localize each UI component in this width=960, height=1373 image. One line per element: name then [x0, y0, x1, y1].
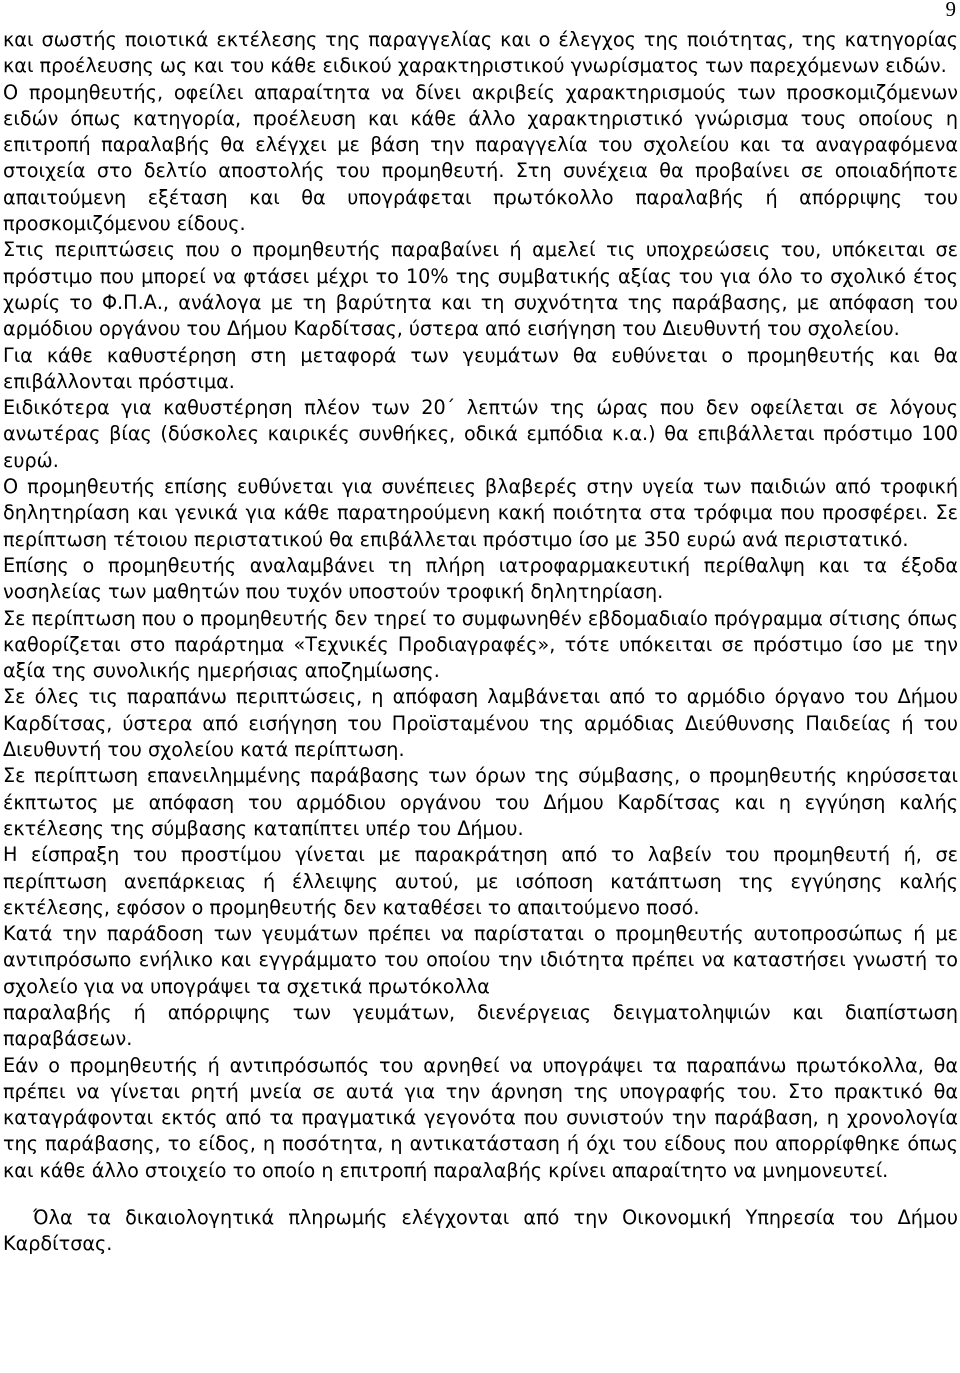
paragraph: Στις περιπτώσεις που ο προμηθευτής παραβαίνει ή αμελεί τις υποχρεώσεις του, υπόκειται σε πρόστιμο που μπορεί να φτάσει μέχρι το 10% της συμβατικής αξίας του για όλο το σχολικό έτος χωρίς το Φ.Π.Α., ανάλογα με τη βαρύτητα και τη συχνότητα της παράβασης, με απόφαση του αρμόδιου οργάνου του Δήμου Καρδίτσας, ύστερα από εισήγηση του Διευθυντή του σχολείου. — [3, 238, 958, 341]
paragraph: Ο προμηθευτής επίσης ευθύνεται για συνέπειες βλαβερές στην υγεία των παιδιών από τροφική δηλητηρίαση και γενικά για κάθε παρατηρούμενη κακή ποιότητα στα τρόφιμα που προσφέρει. Σε περίπτωση τέτοιου περιστατικού θα επιβάλλεται πρόστιμο ίσο με 350 ευρώ ανά περιστατικό. — [3, 475, 958, 551]
paragraph: Κατά την παράδοση των γευμάτων πρέπει να παρίσταται ο προμηθευτής αυτοπροσώπως ή με αντιπρόσωπο ενήλικο και εγγράμματο του οποίου την ιδιότητα πρέπει να καταστήσει γνωστή το σχολείο για να υπογράψει τα σχετικά πρωτόκολλα — [3, 922, 958, 998]
paragraph: Σε περίπτωση επανειλημμένης παράβασης των όρων της σύμβασης, ο προμηθευτής κηρύσσεται έκπτωτος με απόφαση του αρμόδιου οργάνου του Δήμου Καρδίτσας και η εγγύηση καλής εκτέλεσης της σύμβασης καταπίπτει υπέρ του Δήμου. — [3, 764, 958, 840]
paragraph: και σωστής ποιοτικά εκτέλεσης της παραγγελίας και ο έλεγχος της ποιότητας, της κατηγορίας και προέλευσης ως και του κάθε ειδικού χαρακτηριστικού γνωρίσματος των παρεχόμενων ειδών. — [3, 28, 958, 78]
paragraph: Για κάθε καθυστέρηση στη μεταφορά των γευμάτων θα ευθύνεται ο προμηθευτής και θα επιβάλλονται πρόστιμα. — [3, 343, 958, 393]
paragraph: Ο προμηθευτής, οφείλει απαραίτητα να δίνει ακριβείς χαρακτηρισμούς των προσκομιζόμενων ειδών όπως κατηγορία, προέλευση και κάθε άλλο χαρακτηριστικό γνώρισμα τους οποίους η επιτροπή παραλαβής θα ελέγχει με βάση την παραγγελία του σχολείου και τα αναγραφόμενα στοιχεία στο δελτίο αποστολής του προμηθευτή. Στη συνέχεια θα προβαίνει σε οποιαδήποτε απαιτούμενη εξέταση και θα υπογράφεται πρωτόκολλο παραλαβής ή απόρριψης του προσκομιζόμενου είδους. — [3, 80, 958, 236]
paragraph: Επίσης ο προμηθευτής αναλαμβάνει τη πλήρη ιατροφαρμακευτική περίθαλψη και τα έξοδα νοσηλείας των μαθητών που τυχόν υποστούν τροφική δηλητηρίαση. — [3, 553, 958, 604]
page-number: 9 — [945, 0, 956, 21]
paragraph-spacer — [3, 1184, 958, 1205]
document-body — [3, 27, 958, 1258]
paragraph: Σε όλες τις παραπάνω περιπτώσεις, η απόφαση λαμβάνεται από το αρμόδιο όργανο του Δήμου Καρδίτσας, ύστερα από εισήγηση του Προϊσταμένου της αρμόδιας Διεύθυνσης Παιδείας ή του Διευθυντή του σχολείου κατά περίπτωση. — [3, 685, 958, 762]
paragraph: Εάν ο προμηθευτής ή αντιπρόσωπός του αρνηθεί να υπογράψει τα παραπάνω πρωτόκολλα, θα πρέπει να γίνεται ρητή μνεία σε αυτά για την άρνηση της υπογραφής του. Στο πρακτικό θα καταγράφονται εκτός από τα πραγματικά γεγονότα που συνιστούν την παράβαση, η χρονολογία της παράβασης, το είδος, η ποσότητα, η αντικατάσταση ή όχι του είδους που απορρίφθηκε όπως και κάθε άλλο στοιχείο το οποίο η επιτροπή παραλαβής κρίνει απαραίτητο να μνημονευτεί. — [3, 1053, 958, 1182]
paragraph: παραλαβής ή απόρριψης των γευμάτων, διενέργειας δειγματοληψιών και διαπίστωση παραβάσεων. — [3, 1000, 958, 1051]
paragraph: Η είσπραξη του προστίμου γίνεται με παρακράτηση από το λαβείν του προμηθευτή ή, σε περίπτωση ανεπάρκειας ή έλλειψης αυτού, με ισόποση κατάπτωση της εγγύησης καλής εκτέλεσης, εφόσον ο προμηθευτής δεν καταθέσει το απαιτούμενο ποσό. — [3, 843, 958, 919]
paragraph: Σε περίπτωση που ο προμηθευτής δεν τηρεί το συμφωνηθέν εβδομαδιαίο πρόγραμμα σίτισης όπως καθορίζεται στο παράρτημα «Τεχνικές Προδιαγραφές», τότε υπόκειται σε πρόστιμο ίσο με την αξία της συνολικής ημερήσιας αποζημίωσης. — [3, 606, 958, 683]
final-paragraph: Όλα τα δικαιολογητικά πληρωμής ελέγχονται από την Οικονομική Υπηρεσία του Δήμου Καρδίτσας. — [3, 1206, 958, 1256]
paragraph: Ειδικότερα για καθυστέρηση πλέον των 20΄ λεπτών της ώρας που δεν οφείλεται σε λόγους ανωτέρας βίας (δύσκολες καιρικές συνθήκες, οδικά εμπόδια κ.α.) θα επιβάλλεται πρόστιμο 100 ευρώ. — [3, 396, 958, 472]
